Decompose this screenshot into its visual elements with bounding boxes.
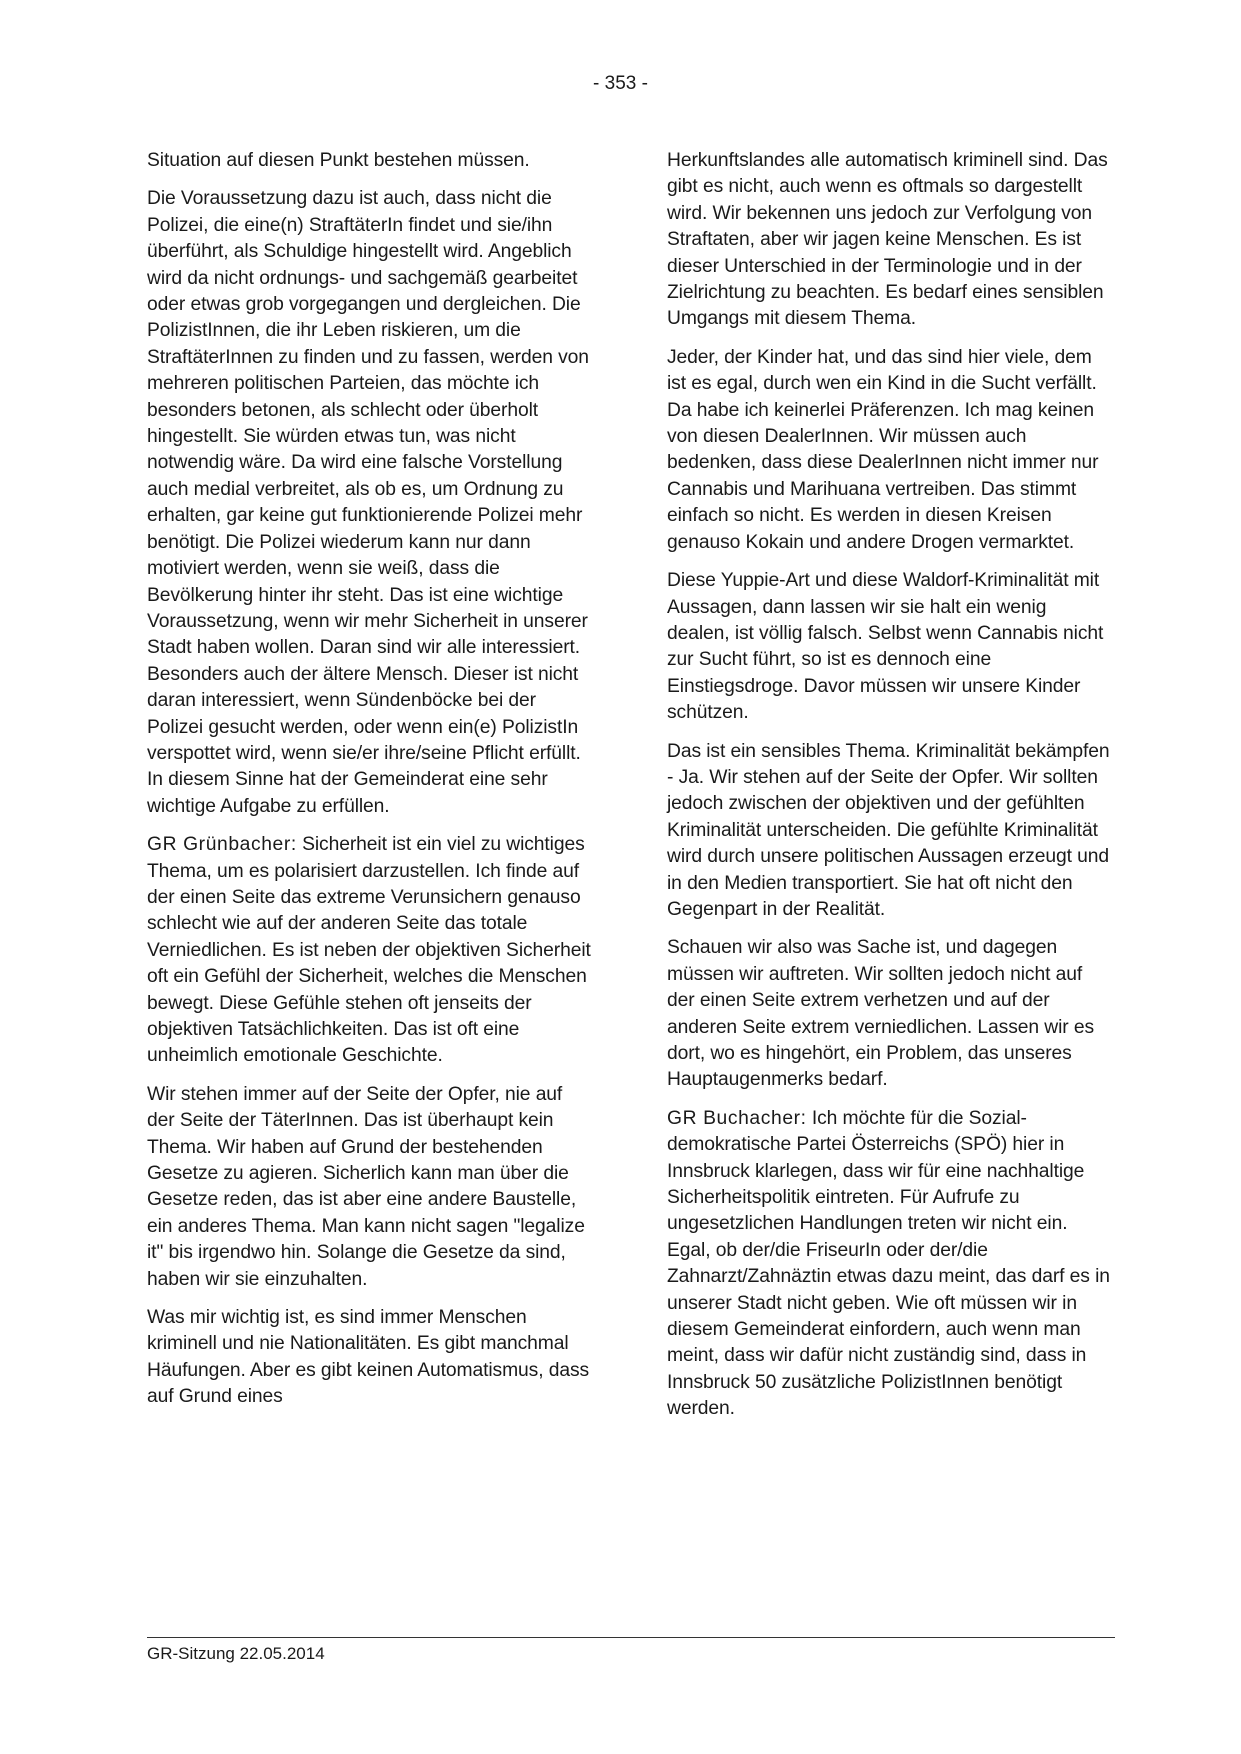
right-column <box>667 148 1112 1435</box>
speech-text: Ich möchte für die Sozialdemokratische Partei Österreichs (SPÖ) hier in Innsbruck klarlegen, dass wir für eine nachhaltige Sicherheitspolitik eintreten. Für Aufrufe zu ungesetzlichen Handlungen treten wir nicht ein. Egal, ob der/die FriseurIn oder der/die Zahnarzt/Zahnäztin etwas dazu meint, das darf es in unserer Stadt nicht geben. Wie oft müssen wir in diesem Gemeinderat einfordern, auch wenn man meint, dass wir dafür nicht zuständig sind, dass in Innsbruck 50 zusätzliche PolizistInnen benötigt werden. <box>667 1107 1110 1420</box>
speaker-paragraph <box>667 1106 1112 1423</box>
paragraph: Situation auf diesen Punkt bestehen müssen. <box>147 150 530 171</box>
paragraph: Diese Yuppie-Art und diese Waldorf-Kriminalität mit Aussagen, dann lassen wir sie halt ein wenig dealen, ist völlig falsch. Selbst wenn Cannabis nicht zur Sucht führt, so ist es dennoch eine Einstiegsdroge. Davor müssen wir unsere Kinder schützen. <box>667 570 1104 724</box>
paragraph: Die Voraussetzung dazu ist auch, dass nicht die Polizei, die eine(n) StraftäterIn findet und sie/ihn überführt, als Schuldige hingestellt wird. Angeblich wird da nicht ordnungs- und sachgemäß gearbeitet oder etwas grob vorgegangen und dergleichen. Die PolizistInnen, die ihr Leben riskieren, um die StraftäterInnen zu finden und zu fassen, werden von mehreren politischen Parteien, das möchte ich besonders betonen, als schlecht oder überholt hingestellt. Sie würden etwas tun, was nicht notwendig wäre. Da wird eine falsche Vorstellung auch medial verbreitet, als ob es, um Ordnung zu erhalten, gar keine gut funktionierende Polizei mehr benötigt. Die Polizei wiederum kann nur dann motiviert werden, wenn sie weiß, dass die Bevölkerung hinter ihr steht. Das ist eine wichtige Voraussetzung, wenn wir mehr Sicherheit in unserer Stadt haben wollen. Daran sind wir alle interessiert. Besonders auch der ältere Mensch. Dieser ist nicht daran interessiert, wenn Sündenböcke bei der Polizei gesucht werden, oder wenn ein(e) PolizistIn verspottet wird, wenn sie/er ihre/seine Pflicht erfüllt. In diesem Sinne hat der Gemeinderat eine sehr wichtige Aufgabe zu erfüllen. <box>147 188 589 817</box>
left-column <box>147 148 592 1423</box>
paragraph: Schauen wir also was Sache ist, und dagegen müssen wir auftreten. Wir sollten jedoch nicht auf der einen Seite extrem verhetzen und auf der anderen Seite extrem verniedlichen. Lassen wir es dort, wo es hingehört, ein Problem, das unseres Hauptaugenmerks bedarf. <box>667 937 1095 1091</box>
paragraph: Herkunftslandes alle automatisch kriminell sind. Das gibt es nicht, auch wenn es oftmals so dargestellt wird. Wir bekennen uns jedoch zur Verfolgung von Straftaten, aber wir jagen keine Menschen. Es ist dieser Unterschied in der Terminologie und in der Zielrichtung zu beachten. Es bedarf eines sensiblen Umgangs mit diesem Thema. <box>667 150 1108 330</box>
speech-text: Sicherheit ist ein viel zu wichtiges Thema, um es polarisiert darzustellen. Ich finde auf der einen Seite das extreme Verunsichern genauso schlecht wie auf der anderen Seite das totale Verniedlichen. Es ist neben der objektiven Sicherheit oft ein Gefühl der Sicherheit, welches die Menschen bewegt. Diese Gefühle stehen oft jenseits der objektiven Tatsächlichkeiten. Das ist oft eine unheimlich emotionale Geschichte. <box>147 834 591 1067</box>
speaker-name: GR Grünbacher: <box>147 834 297 856</box>
page-number: - 353 - <box>593 73 648 94</box>
paragraph: Wir stehen immer auf der Seite der Opfer, nie auf der Seite der TäterInnen. Das ist überhaupt kein Thema. Wir haben auf Grund der bestehenden Gesetze zu agieren. Sicherlich kann man über die Gesetze reden, das ist aber eine andere Baustelle, ein anderes Thema. Man kann nicht sagen "legalize it" bis irgendwo hin. Solange die Gesetze da sind, haben wir sie einzuhalten. <box>147 1083 585 1290</box>
speaker-name: GR Buchacher: <box>667 1107 807 1129</box>
speaker-paragraph <box>147 832 592 1070</box>
footer-divider <box>147 1637 1115 1638</box>
paragraph: Jeder, der Kinder hat, und das sind hier viele, dem ist es egal, durch wen ein Kind in die Sucht verfällt. Da habe ich keinerlei Präferenzen. Ich mag keinen von diesen DealerInnen. Wir müssen auch bedenken, dass diese DealerInnen nicht immer nur Cannabis und Marihuana vertreiben. Das stimmt einfach so nicht. Es werden in diesen Kreisen genauso Kokain und andere Drogen vermarktet. <box>667 346 1099 553</box>
footer-session-date: GR-Sitzung 22.05.2014 <box>147 1644 325 1663</box>
paragraph: Das ist ein sensibles Thema. Kriminalität bekämpfen - Ja. Wir stehen auf der Seite der Opfer. Wir sollten jedoch zwischen der objektiven und der gefühlten Kriminalität unterscheiden. Die gefühlte Kriminalität wird durch unsere politischen Aussagen erzeugt und in den Medien transportiert. Sie hat oft nicht den Gegenpart in der Realität. <box>667 740 1110 920</box>
paragraph: Was mir wichtig ist, es sind immer Menschen kriminell und nie Nationalitäten. Es gibt manchmal Häufungen. Aber es gibt keinen Automatismus, dass auf Grund eines <box>147 1307 590 1408</box>
